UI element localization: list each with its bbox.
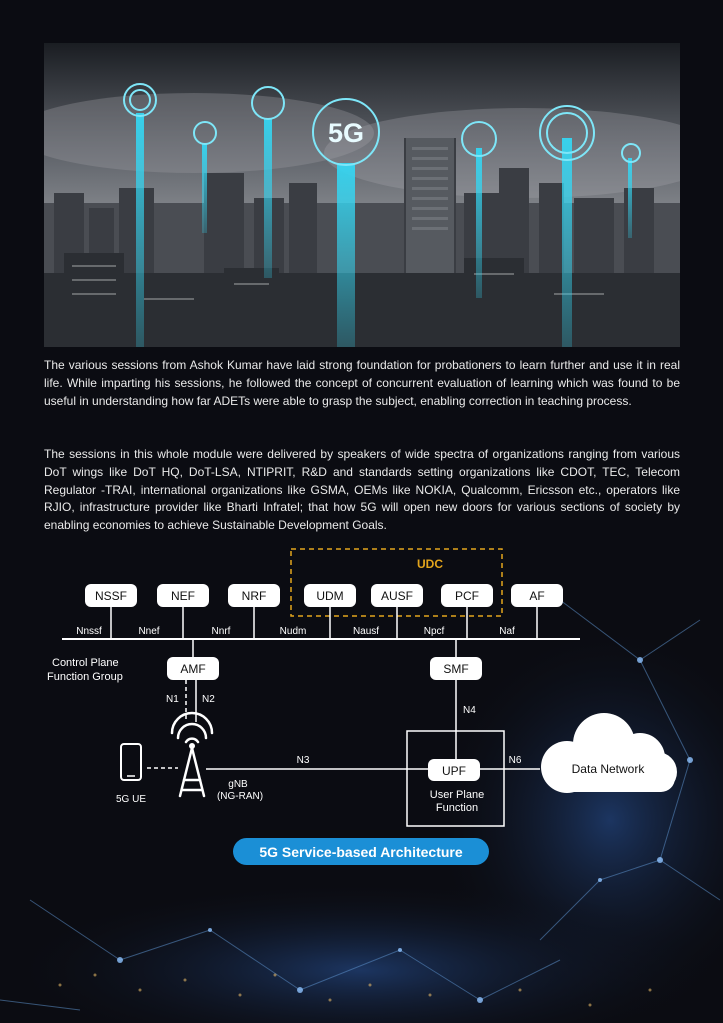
nf-udm xyxy=(304,584,356,607)
diagram-title-pill xyxy=(233,838,489,865)
svg-text:AMF: AMF xyxy=(180,662,206,676)
interface-naf: Naf xyxy=(499,626,515,637)
hero-city-photo xyxy=(44,43,680,347)
control-plane-label-2: Function Group xyxy=(47,671,123,683)
5g-badge: 5G xyxy=(327,118,365,148)
svg-text:UPF: UPF xyxy=(442,764,466,778)
ue-label: 5G UE xyxy=(115,794,147,805)
5g-architecture-diagram xyxy=(0,540,723,1023)
n3-label: N3 xyxy=(296,755,310,766)
body-paragraph-2: The sessions in this whole module were delivered by speakers of wide spectra of organizations ranging from various DoT wings like DoT HQ, DoT-LSA, NTIPRIT, R&D and standards setting organizations like CDOT, TEC, Telecom Regulator -TRAI, international organizations like GSMA, OEMs like NOKIA, Qualcomm, Ericsson etc., operators like RJIO, infrastructure provider like Bharti Infratel; that how 5G will open new doors for various sections of society by enabling economies to achieve Sustainable Development Goals. xyxy=(44,447,680,533)
svg-text:PCF: PCF xyxy=(455,589,479,603)
nf-nssf xyxy=(85,584,137,607)
svg-text:UDM: UDM xyxy=(316,589,344,603)
interface-nnssf: Nnssf xyxy=(76,626,102,637)
interface-npcf: Npcf xyxy=(423,626,445,637)
amf-node xyxy=(167,657,219,680)
nf-pcf xyxy=(441,584,493,607)
user-plane-label-2: Function xyxy=(435,802,479,814)
svg-text:NEF: NEF xyxy=(171,589,195,603)
interface-nnef: Nnef xyxy=(138,626,160,637)
nf-nef xyxy=(157,584,209,607)
user-plane-label-1: User Plane xyxy=(429,789,485,801)
svg-text:NSSF: NSSF xyxy=(94,589,128,603)
n1-label: N1 xyxy=(166,694,179,705)
n2-label: N2 xyxy=(202,694,215,705)
udc-label: UDC xyxy=(417,557,443,571)
interface-nnrf: Nnrf xyxy=(211,626,231,637)
interface-nausf: Nausf xyxy=(352,626,380,637)
control-plane-label-1: Control Plane xyxy=(52,657,119,669)
svg-text:NRF: NRF xyxy=(241,589,267,603)
n6-label: N6 xyxy=(508,755,522,766)
diagram-title: 5G Service-based Architecture xyxy=(259,844,463,860)
interface-nudm: Nudm xyxy=(279,626,307,637)
body-paragraph-1: The various sessions from Ashok Kumar have laid strong foundation for probationers to learn further and use it in real life. While imparting his sessions, he followed the concept of concurrent evaluation of learning which was found to be useful in understanding how far ADETs were able to grasp the subject, enabling correction in teaching process. xyxy=(44,358,680,408)
nf-ausf xyxy=(371,584,423,607)
svg-text:AUSF: AUSF xyxy=(380,589,414,603)
svg-text:AF: AF xyxy=(529,589,545,603)
n4-label: N4 xyxy=(463,705,476,716)
smf-node xyxy=(430,657,482,680)
gnb-label-2: (NG-RAN) xyxy=(216,791,264,802)
data-network-label: Data Network xyxy=(571,762,645,776)
gnb-label-1: gNB xyxy=(228,779,248,790)
upf-node xyxy=(428,759,480,781)
nf-nrf xyxy=(228,584,280,607)
nf-af xyxy=(511,584,563,607)
svg-text:SMF: SMF xyxy=(443,662,469,676)
